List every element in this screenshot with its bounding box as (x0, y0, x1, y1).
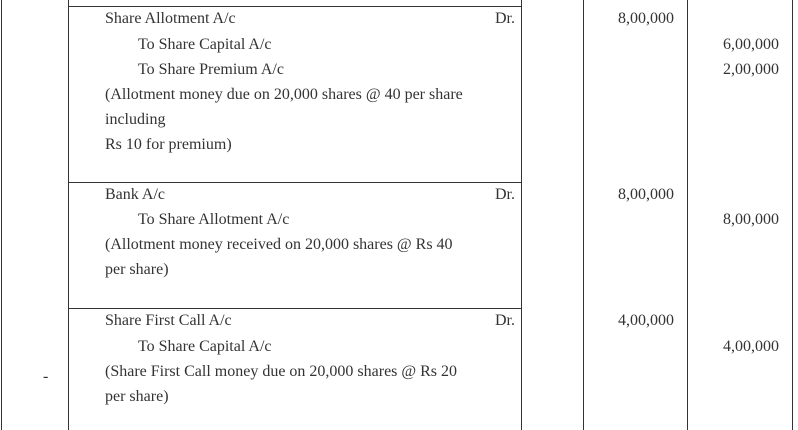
debit-account: Share First Call A/c (105, 312, 232, 329)
dr-label: Dr. (495, 10, 515, 27)
credit-amount: 2,00,000 (723, 61, 779, 78)
table-border-right (792, 0, 793, 430)
debit-column-divider (687, 0, 688, 430)
credit-account: To Share Premium A/c (138, 61, 284, 78)
credit-amount: 8,00,000 (723, 211, 779, 228)
date-column-divider (68, 0, 69, 430)
narration-line: (Allotment money received on 20,000 shares @ Rs 40 (105, 236, 453, 253)
credit-account: To Share Allotment A/c (138, 211, 290, 228)
side-mark: - (43, 368, 49, 385)
credit-amount: 6,00,000 (723, 36, 779, 53)
debit-amount: 4,00,000 (618, 312, 674, 329)
credit-account: To Share Capital A/c (138, 338, 272, 355)
table-border-left (1, 0, 2, 430)
narration-line: including (105, 111, 166, 128)
dr-label: Dr. (495, 186, 515, 203)
debit-account: Share Allotment A/c (105, 10, 236, 27)
debit-amount: 8,00,000 (618, 186, 674, 203)
narration-line: (Share First Call money due on 20,000 shares @ Rs 20 (105, 363, 458, 380)
narration-line: per share) (105, 388, 169, 405)
narration-line: per share) (105, 261, 169, 278)
dr-label: Dr. (495, 312, 515, 329)
credit-account: To Share Capital A/c (138, 36, 272, 53)
particulars-column-divider (521, 0, 522, 430)
debit-amount: 8,00,000 (618, 10, 674, 27)
debit-account: Bank A/c (105, 186, 165, 203)
credit-amount: 4,00,000 (723, 338, 779, 355)
lf-column-divider (583, 0, 584, 430)
narration-line: Rs 10 for premium) (105, 136, 232, 153)
narration-line: (Allotment money due on 20,000 shares @ 40 per share (105, 86, 463, 103)
